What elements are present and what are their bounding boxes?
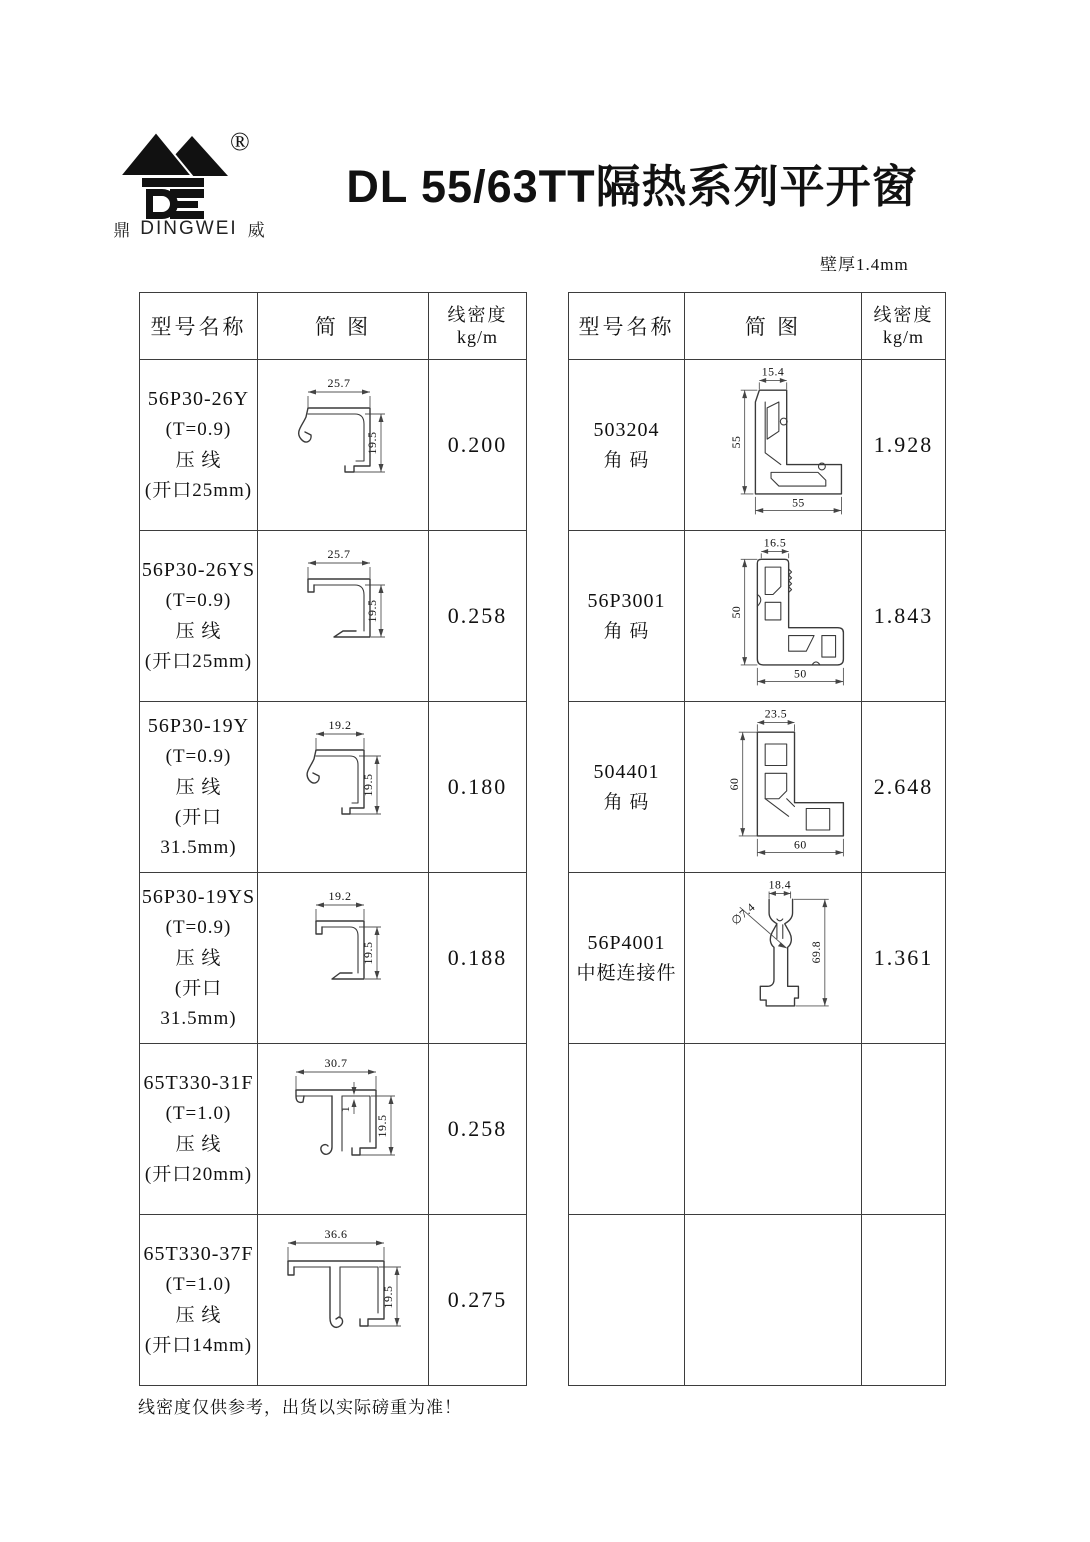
model-opening: (开口25mm) [144, 480, 253, 502]
table-header-row [569, 293, 946, 360]
profile-diagram-56P30-19YS [258, 881, 428, 1036]
table-row [140, 531, 527, 702]
table-row-empty [569, 1044, 946, 1215]
diagram-cell [258, 531, 429, 702]
table-row [140, 360, 527, 531]
dim-label-left: 60 [727, 777, 741, 791]
dimension-lines [316, 718, 381, 814]
model-thickness: (T=0.9) [165, 590, 232, 612]
table-row [140, 873, 527, 1044]
model-code: 56P30-19Y [147, 715, 250, 738]
dim-label-height: 19.5 [361, 941, 375, 964]
registered-mark: ® [230, 127, 250, 156]
model-opening: (开口31.5mm) [160, 978, 237, 1030]
table-row-empty [569, 1215, 946, 1386]
model-name-cell [140, 1215, 258, 1386]
dimension-lines [730, 366, 842, 515]
model-code: 65T330-31F [143, 1072, 254, 1095]
density-cell-empty [862, 1044, 946, 1215]
model-thickness: (T=0.9) [165, 419, 232, 441]
model-code: 56P4001 [587, 931, 666, 954]
dim-label-top: 16.5 [763, 536, 787, 550]
logo-letter-e-bar2 [170, 201, 198, 208]
model-type: 压 线 [175, 620, 222, 642]
diagram-cell [685, 360, 862, 531]
profile-outline [308, 579, 370, 637]
table-row [140, 702, 527, 873]
model-opening: (开口14mm) [144, 1335, 253, 1357]
table-header-row [140, 293, 527, 360]
model-thickness: (T=0.9) [165, 746, 232, 768]
model-thickness: (T=0.9) [165, 917, 232, 939]
model-name-cell [569, 360, 685, 531]
profile-outline [296, 1090, 376, 1155]
model-type: 压 线 [175, 1304, 222, 1326]
dim-label-bottom: 60 [794, 838, 807, 852]
dimension-lines [316, 889, 381, 979]
dim-label-left: 55 [729, 435, 743, 449]
table-row [569, 702, 946, 873]
model-name-cell [140, 1044, 258, 1215]
header-density [429, 293, 527, 360]
brand-en: DINGWEI [140, 217, 238, 239]
diagram-cell [685, 702, 862, 873]
logo-letter-d-counter [153, 196, 170, 212]
density-cell: 2.648 [862, 702, 946, 873]
model-thickness: (T=1.0) [165, 1103, 232, 1125]
dim-label-height: 19.5 [375, 1114, 389, 1137]
header-density-unit: kg/m [456, 327, 498, 347]
left-profile-table [139, 292, 527, 1386]
model-code: 56P3001 [587, 589, 666, 612]
wall-thickness-note: 壁厚1.4mm [820, 255, 909, 274]
dim-label-width: 36.6 [324, 1226, 348, 1241]
model-code: 504401 [593, 760, 660, 783]
profile-outline [760, 899, 798, 1006]
dim-label-top: 18.4 [768, 878, 792, 892]
diagram-cell [685, 873, 862, 1044]
profile-diagram-56P30-19Y [258, 710, 428, 865]
model-code: 56P30-26Y [147, 388, 250, 411]
model-code: 65T330-37F [143, 1243, 254, 1266]
profile-diagram-56P30-26YS [258, 539, 428, 694]
page-title: DL 55/63TT隔热系列平开窗 [346, 161, 918, 212]
dim-label-width: 30.7 [324, 1055, 348, 1070]
diagram-cell [258, 1044, 429, 1215]
model-name-cell [569, 702, 685, 873]
footer-note: 线密度仅供参考，出货以实际磅重为准！ [138, 1398, 462, 1417]
model-name-cell-empty [569, 1044, 685, 1215]
diagram-cell [258, 1215, 429, 1386]
diagram-cell-empty [685, 1044, 862, 1215]
dim-label-width: 19.2 [328, 717, 352, 732]
dim-label-width: 25.7 [327, 375, 351, 390]
dim-label-height: 19.5 [365, 599, 379, 622]
dimension-lines [308, 547, 385, 637]
model-type: 角 码 [603, 449, 650, 471]
model-type: 角 码 [603, 620, 650, 642]
dim-label-bottom: 55 [792, 496, 805, 510]
model-opening: (开口25mm) [144, 651, 253, 673]
profile-diagram-504401 [685, 703, 861, 871]
header-diagram: 简 图 [685, 293, 862, 360]
dim-label-height: 19.5 [361, 773, 375, 796]
dim-label-height: 19.5 [365, 431, 379, 454]
density-cell: 1.361 [862, 873, 946, 1044]
brand-cn-left: 鼎 [113, 221, 131, 240]
density-cell: 0.275 [429, 1215, 527, 1386]
table-row [140, 1215, 527, 1386]
model-name-cell-empty [569, 1215, 685, 1386]
table-row [140, 1044, 527, 1215]
header-diagram: 简 图 [258, 293, 429, 360]
density-cell: 0.188 [429, 873, 527, 1044]
diagram-cell [258, 360, 429, 531]
model-type: 压 线 [175, 449, 222, 471]
dim-label-height: 69.8 [809, 940, 823, 964]
right-profile-table [568, 292, 946, 1386]
model-thickness: (T=1.0) [165, 1274, 232, 1296]
model-code: 56P30-19YS [141, 886, 256, 909]
dim-label-top: 23.5 [764, 707, 788, 721]
profile-diagram-56P4001 [685, 874, 861, 1042]
brand-name [104, 216, 274, 241]
dim-label-width: 25.7 [327, 546, 351, 561]
header-model: 型号名称 [140, 293, 258, 360]
dimension-lines [308, 376, 385, 472]
profile-diagram-65T330-31F [258, 1052, 428, 1207]
header-density-label: 线密度 [447, 304, 508, 325]
profile-outline [299, 408, 370, 472]
model-code: 503204 [593, 418, 660, 441]
header-density [862, 293, 946, 360]
density-cell: 0.180 [429, 702, 527, 873]
density-cell: 0.258 [429, 531, 527, 702]
logo-mark [112, 124, 272, 224]
model-code: 56P30-26YS [141, 559, 256, 582]
profile-diagram-503204 [685, 361, 861, 529]
profile-outline [757, 732, 843, 836]
model-opening: (开口20mm) [144, 1164, 253, 1186]
header-density-label: 线密度 [873, 304, 934, 325]
model-name-cell [569, 531, 685, 702]
dim-label-web: 1 [338, 1105, 352, 1112]
diagram-cell [258, 873, 429, 1044]
profile-outline [288, 1261, 384, 1327]
profile-outline [755, 390, 841, 494]
dimension-lines [729, 879, 829, 1006]
model-name-cell [569, 873, 685, 1044]
diagram-cell [258, 702, 429, 873]
table-row [569, 873, 946, 1044]
table-row [569, 360, 946, 531]
dim-label-bottom: 50 [794, 667, 807, 681]
density-cell: 0.258 [429, 1044, 527, 1215]
table-row [569, 531, 946, 702]
dimension-lines [728, 708, 844, 857]
model-name-cell [140, 873, 258, 1044]
model-type: 压 线 [175, 947, 222, 969]
diagram-cell-empty [685, 1215, 862, 1386]
dim-label-top: 15.4 [761, 365, 785, 379]
header-model: 型号名称 [569, 293, 685, 360]
dim-label-height: 19.5 [381, 1285, 395, 1308]
model-type: 压 线 [175, 1133, 222, 1155]
dim-label-diameter: ∅7.4 [728, 900, 758, 928]
header-density-unit: kg/m [882, 327, 924, 347]
density-cell: 1.928 [862, 360, 946, 531]
model-name-cell [140, 531, 258, 702]
model-type: 压 线 [175, 776, 222, 798]
profile-outline [757, 559, 843, 665]
dimension-lines [296, 1056, 395, 1155]
model-name-cell [140, 702, 258, 873]
density-cell-empty [862, 1215, 946, 1386]
profile-outline [307, 750, 364, 814]
model-opening: (开口31.5mm) [160, 807, 237, 859]
model-type: 中梃连接件 [576, 962, 677, 984]
diagram-cell [685, 531, 862, 702]
dim-label-width: 19.2 [328, 888, 352, 903]
model-name-cell [140, 360, 258, 531]
profile-diagram-65T330-37F [258, 1223, 428, 1378]
logo-bar [142, 178, 204, 187]
profile-outline [316, 921, 364, 979]
density-cell: 0.200 [429, 360, 527, 531]
profile-diagram-56P30-26Y [258, 368, 428, 523]
profile-diagram-56P3001 [685, 532, 861, 700]
brand-cn-right: 威 [247, 221, 265, 240]
density-cell: 1.843 [862, 531, 946, 702]
logo-letter-e-bar1 [170, 189, 204, 198]
model-type: 角 码 [603, 791, 650, 813]
dim-label-left: 50 [729, 605, 743, 619]
